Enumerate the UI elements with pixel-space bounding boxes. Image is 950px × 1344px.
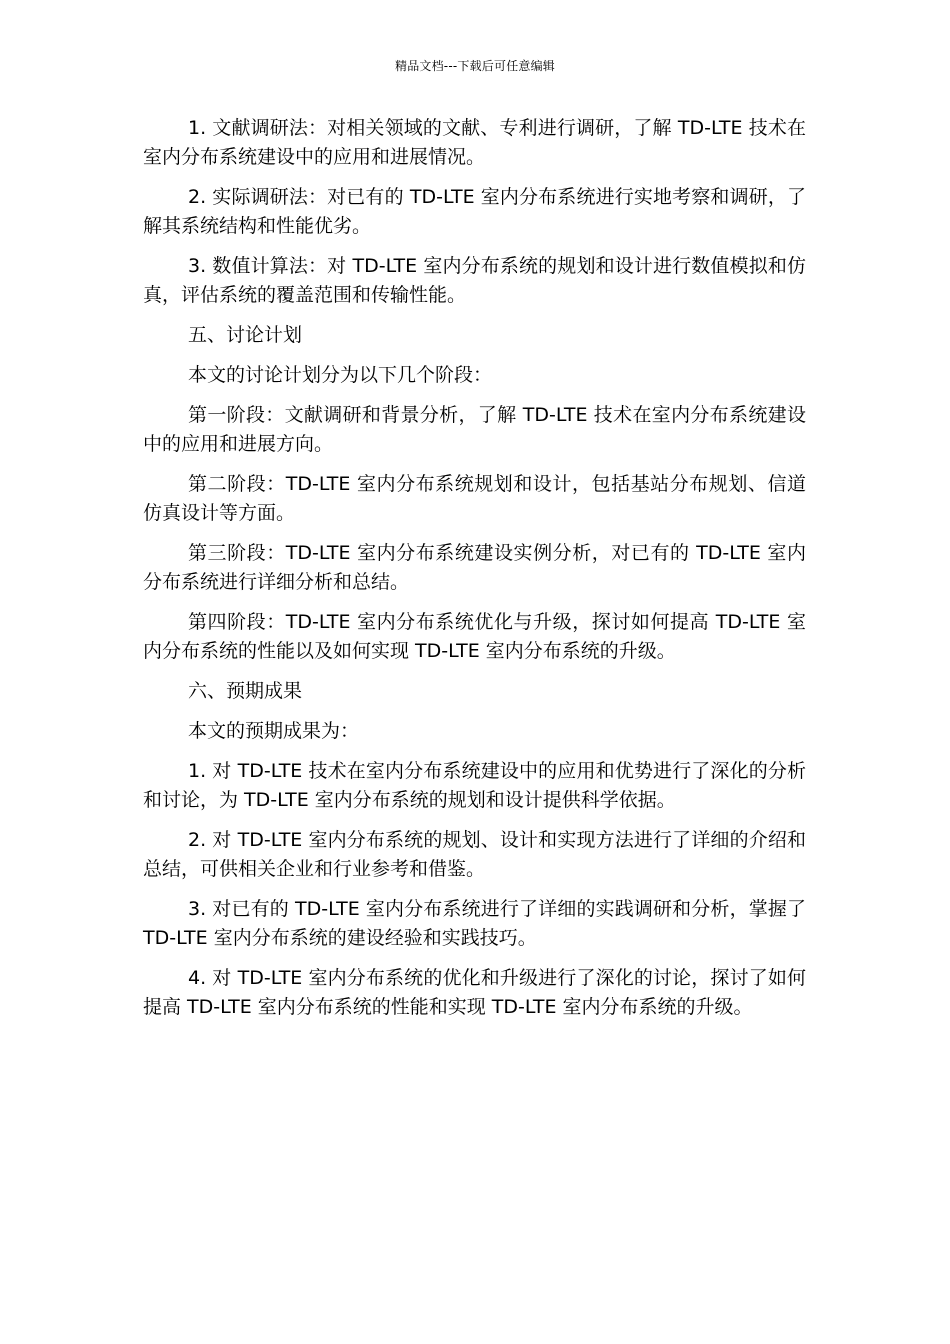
paragraph-stage-2: 第二阶段：TD-LTE 室内分布系统规划和设计，包括基站分布规划、信道仿真设计等方面。 xyxy=(143,473,806,524)
paragraph-method-literature: 1. 文献调研法：对相关领域的文献、专利进行调研，了解 TD-LTE 技术在室内分布系统建设中的应用和进展情况。 xyxy=(143,117,806,168)
document-body xyxy=(143,114,806,1033)
paragraph-stage-1: 第一阶段：文献调研和背景分析，了解 TD-LTE 技术在室内分布系统建设中的应用和进展方向。 xyxy=(143,404,806,455)
paragraph-plan-intro: 本文的讨论计划分为以下几个阶段： xyxy=(188,364,493,386)
section-heading-plan: 五、讨论计划 xyxy=(188,324,303,346)
section-heading-results: 六、预期成果 xyxy=(188,680,303,702)
paragraph-stage-3: 第三阶段：TD-LTE 室内分布系统建设实例分析，对已有的 TD-LTE 室内分布系统进行详细分析和总结。 xyxy=(143,542,806,593)
paragraph-result-1: 1. 对 TD-LTE 技术在室内分布系统建设中的应用和优势进行了深化的分析和讨论，为 TD-LTE 室内分布系统的规划和设计提供科学依据。 xyxy=(143,760,806,811)
paragraph-results-intro: 本文的预期成果为： xyxy=(188,720,360,742)
paragraph-method-numerical: 3. 数值计算法：对 TD-LTE 室内分布系统的规划和设计进行数值模拟和仿真，评估系统的覆盖范围和传输性能。 xyxy=(143,255,806,306)
page-header: 精品文档---下载后可任意编辑 xyxy=(395,59,555,73)
paragraph-result-3: 3. 对已有的 TD-LTE 室内分布系统进行了详细的实践调研和分析，掌握了 TD-LTE 室内分布系统的建设经验和实践技巧。 xyxy=(143,898,806,949)
paragraph-result-2: 2. 对 TD-LTE 室内分布系统的规划、设计和实现方法进行了详细的介绍和总结，可供相关企业和行业参考和借鉴。 xyxy=(143,829,806,880)
paragraph-stage-4: 第四阶段：TD-LTE 室内分布系统优化与升级，探讨如何提高 TD-LTE 室内分布系统的性能以及如何实现 TD-LTE 室内分布系统的升级。 xyxy=(143,611,806,662)
paragraph-result-4: 4. 对 TD-LTE 室内分布系统的优化和升级进行了深化的讨论，探讨了如何提高 TD-LTE 室内分布系统的性能和实现 TD-LTE 室内分布系统的升级。 xyxy=(143,967,806,1018)
paragraph-method-field: 2. 实际调研法：对已有的 TD-LTE 室内分布系统进行实地考察和调研，了解其系统结构和性能优劣。 xyxy=(143,186,806,237)
